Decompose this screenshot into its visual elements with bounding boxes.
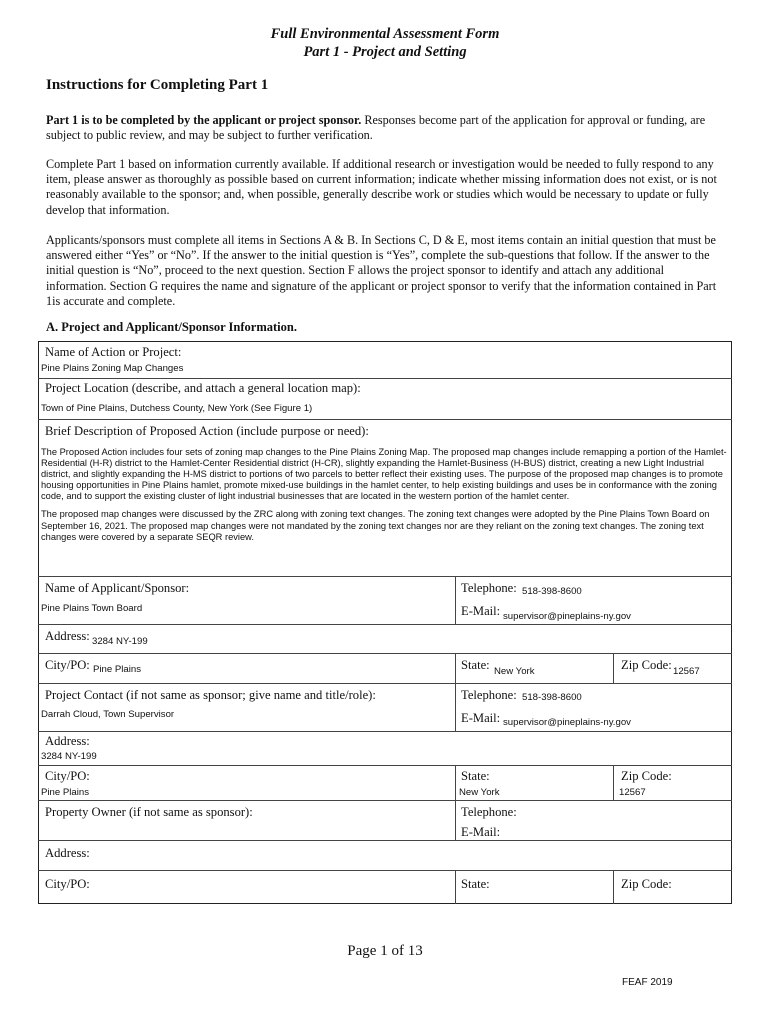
applicant-state-label: State: — [461, 658, 490, 672]
form-rule — [38, 576, 732, 577]
instructions-paragraph-2: Complete Part 1 based on information currently available. If additional research or investigation would be needed to fully respond to any item, please answer as thoroughly as possible based on current information; indicate whether missing information does not exist, or is not reasonably available to the sponsor; and, when possible, generally describe work or studies which would be necessary to update or fully develop that information. — [46, 157, 717, 217]
contact-email-label: E-Mail: — [461, 711, 501, 725]
form-subtitle: Part 1 - Project and Setting — [303, 44, 467, 60]
form-column-rule — [613, 765, 614, 800]
instructions-paragraph-3: Applicants/sponsors must complete all items in Sections A & B. In Sections C, D & E, most items contain an initial question that must be answered either “Yes” or “No”. If the answer to the initial question is “Yes”, complete the sub-questions that follow. If the answer to the initial question is “No”, proceed to the next question. Section F allows the project sponsor to identify and attach any additional information. Section G requires the name and signature of the applicant or project sponsor to verify that the information contained in Part 1is accurate and complete. — [46, 233, 717, 308]
applicant-zip-label: Zip Code: — [621, 658, 672, 672]
form-title: Full Environmental Assessment Form — [270, 26, 500, 42]
owner-zip-label: Zip Code: — [621, 877, 672, 891]
contact-state-field[interactable]: New York — [459, 787, 500, 798]
owner-telephone-label: Telephone: — [461, 805, 517, 819]
action-name-field[interactable]: Pine Plains Zoning Map Changes — [41, 363, 184, 374]
page-number: Page 1 of 13 — [347, 943, 423, 959]
owner-state-label: State: — [461, 877, 490, 891]
form-rule — [38, 840, 732, 841]
contact-address-label: Address: — [45, 734, 90, 748]
form-column-rule — [455, 653, 456, 731]
contact-zip-field[interactable]: 12567 — [619, 787, 646, 798]
form-rule — [38, 765, 732, 766]
contact-state-label: State: — [461, 769, 490, 783]
section-a-heading: A. Project and Applicant/Sponsor Information. — [46, 320, 297, 334]
instructions-heading: Instructions for Completing Part 1 — [46, 77, 269, 93]
applicant-name-label: Name of Applicant/Sponsor: — [45, 581, 190, 595]
form-rule — [38, 378, 732, 379]
form-rule — [38, 653, 732, 654]
applicant-address-label: Address: — [45, 629, 90, 643]
form-column-rule — [613, 870, 614, 904]
contact-telephone-field[interactable]: 518-398-8600 — [522, 692, 582, 703]
contact-email-field[interactable]: supervisor@pineplains-ny.gov — [503, 717, 631, 728]
contact-city-field[interactable]: Pine Plains — [41, 787, 89, 798]
applicant-zip-field[interactable]: 12567 — [673, 666, 700, 677]
contact-name-field[interactable]: Darrah Cloud, Town Supervisor — [41, 709, 175, 720]
action-name-label: Name of Action or Project: — [45, 345, 182, 359]
contact-city-label: City/PO: — [45, 769, 90, 783]
form-rule — [38, 800, 732, 801]
applicant-state-field[interactable]: New York — [494, 666, 535, 677]
applicant-address-field[interactable]: 3284 NY-199 — [92, 636, 148, 647]
form-column-rule — [455, 576, 456, 624]
applicant-telephone-field[interactable]: 518-398-8600 — [522, 586, 582, 597]
instructions-paragraph-1 — [46, 113, 722, 143]
form-column-rule — [455, 870, 456, 904]
form-column-rule — [455, 765, 456, 840]
description-field[interactable] — [41, 447, 729, 550]
form-rule — [38, 419, 732, 420]
applicant-email-label: E-Mail: — [461, 604, 501, 618]
form-id: FEAF 2019 — [622, 977, 673, 988]
applicant-city-label: City/PO: — [45, 658, 90, 672]
owner-email-label: E-Mail: — [461, 825, 501, 839]
form-rule — [38, 624, 732, 625]
project-location-label: Project Location (describe, and attach a general location map): — [45, 381, 361, 395]
owner-name-label: Property Owner (if not same as sponsor): — [45, 805, 253, 819]
applicant-name-field[interactable]: Pine Plains Town Board — [41, 603, 143, 614]
form-rule — [38, 683, 732, 684]
applicant-city-field[interactable]: Pine Plains — [93, 664, 141, 675]
applicant-telephone-label: Telephone: — [461, 581, 517, 595]
description-paragraph-1: The Proposed Action includes four sets of zoning map changes to the Pine Plains Zoning Map. The proposed map changes include remapping a portion of the Hamlet-Residential (H-R) district to the Hamlet-Center Residential district (H-CR), slightly expanding the Hamlet-Business (H-BUS) district, creating a new Light Industrial district, and slightly expanding the H-MS district to portions of two parcels to better reflect their existing uses. The purpose of the proposed map changes is to promote housing opportunities in Pine Plains hamlet, promote mixed-use buildings in the hamlet center, to help existing buildings and uses be in conformance with the zoning code, and to support the existing cluster of light industrial businesses that are located in the western portion of the hamlet center. — [41, 447, 727, 502]
description-paragraph-2: The proposed map changes were discussed by the ZRC along with zoning text changes. The zoning text changes were adopted by the Pine Plains Town Board on September 16, 2021. The proposed map changes were not mandated by the zoning text changes nor are they reliant on the zoning text changes. The zoning text changes were covered by a separate SEQR review. — [41, 509, 710, 542]
project-location-field[interactable]: Town of Pine Plains, Dutchess County, New York (See Figure 1) — [41, 403, 313, 414]
description-label: Brief Description of Proposed Action (include purpose or need): — [45, 424, 369, 438]
owner-address-label: Address: — [45, 846, 90, 860]
contact-telephone-label: Telephone: — [461, 688, 517, 702]
owner-city-label: City/PO: — [45, 877, 90, 891]
instructions-paragraph-1-bold: Part 1 is to be completed by the applicant or project sponsor. — [46, 113, 362, 127]
instructions-paragraph-1-rest: Responses become part of the application for approval or funding, are subject to public review, and may be subject to further verification. — [46, 113, 706, 143]
contact-zip-label: Zip Code: — [621, 769, 672, 783]
form-column-rule — [613, 653, 614, 683]
contact-name-label: Project Contact (if not same as sponsor; give name and title/role): — [45, 688, 376, 702]
form-rule — [38, 731, 732, 732]
contact-address-field[interactable]: 3284 NY-199 — [41, 751, 97, 762]
form-rule — [38, 870, 732, 871]
applicant-email-field[interactable]: supervisor@pineplains-ny.gov — [503, 611, 631, 622]
